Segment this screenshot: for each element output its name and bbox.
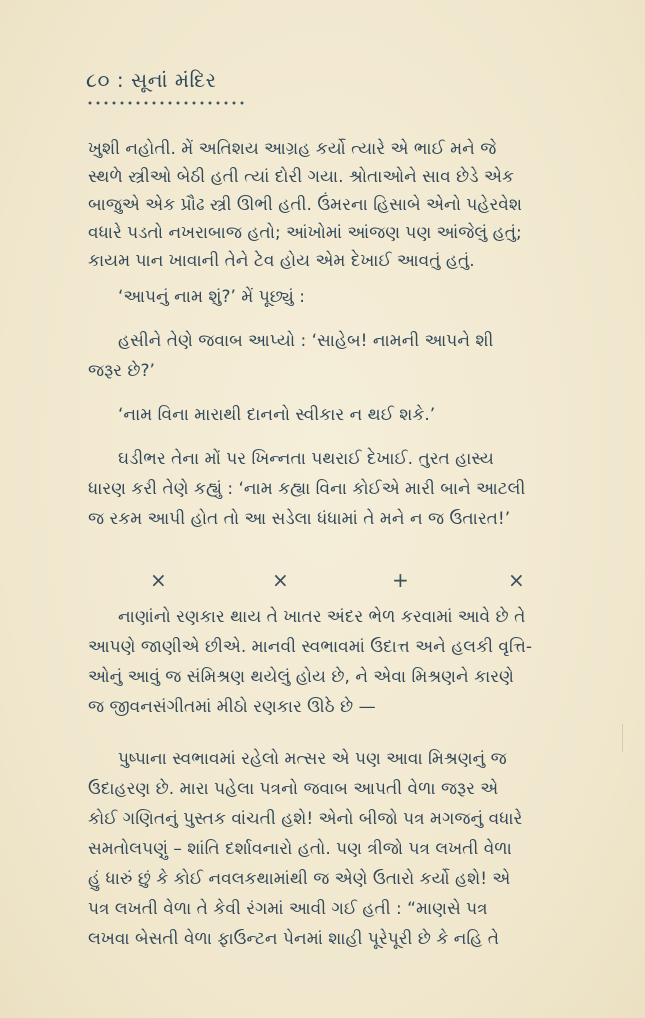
text-line: હું ધારું છું કે કોઈ નવલકથામાંથી જ એણે ઉતારો કર્યો હશે! એ	[88, 869, 511, 889]
text-line: સ્થળે સ્ત્રીઓ બેઠી હતી ત્યાં દોરી ગયા. શ્રોતાઓને સાવ છેડે એક	[88, 167, 514, 187]
text-line: જ જીવનસંગીતમાં મીઠો રણકાર ઊઠે છે —	[88, 697, 376, 717]
header-separator: :	[110, 68, 131, 92]
text-line: બાજુએ એક પ્રૌઢ સ્ત્રી ઊભી હતી. ઉંમરના હિસાબે એનો પહેરવેશ	[88, 195, 522, 215]
running-header	[86, 68, 217, 92]
separator-symbol: ×	[272, 568, 289, 592]
text-line: સમતોલપણું – શાંતિ દર્શાવનારો હતો. પણ ત્રીજો પત્ર લખતી વેળા	[88, 839, 512, 859]
page-number: ૮૦	[86, 68, 111, 92]
text-line: ‘આપનું નામ શું?’ મેં પૂછ્યું :	[118, 287, 305, 307]
text-line: કાયમ પાન ખાવાની તેને ટેવ હોય એમ દેખાઈ આવતું હતું.	[88, 251, 475, 271]
text-line: જરૂર છે?’	[88, 361, 155, 381]
text-line: ઉદાહરણ છે. મારા પહેલા પત્રનો જવાબ આપતી વેળા જરૂર એ	[88, 779, 499, 799]
header-dotted-rule	[86, 101, 246, 105]
text-line: કોઈ ગણિતનું પુસ્તક વાંચતી હશે! એનો બીજો પત્ર મગજનું વધારે	[88, 809, 523, 829]
text-line: નાણાંનો રણકાર થાય તે ખાતર અંદર ભેળ કરવામાં આવે છે તે	[118, 607, 526, 627]
text-line: જ રકમ આપી હોત તો આ સડેલા ધંધામાં તે મને ન જ ઉતારત!’	[88, 509, 511, 529]
text-line: ઓનું આવું જ સંમિશ્રણ થયેલું હોય છે, ને એવા મિશ્રણને કારણે	[88, 667, 514, 687]
text-line: વધારે પડતો નખરાબાજ હતો; આંખોમાં આંજણ પણ આંજેલું હતું;	[88, 223, 522, 243]
text-line: આપણે જાણીએ છીએ. માનવી સ્વભાવમાં ઉદાત્ત અને હલકી વૃત્તિ-	[88, 637, 532, 657]
page-edge-mark	[622, 724, 623, 752]
chapter-title: સૂનાં મંદિર	[131, 68, 217, 92]
text-line: પુષ્પાના સ્વભાવમાં રહેલો મત્સર એ પણ આવા મિશ્રણનું જ	[118, 749, 507, 769]
separator-symbol: ×	[150, 568, 167, 592]
text-line: ‘નામ વિના મારાથી દાનનો સ્વીકાર ન થઈ શકે.’	[118, 405, 436, 425]
text-line: પત્ર લખતી વેળા તે કેવી રંગમાં આવી ગઈ હતી : “માણસે પત્ર	[88, 899, 488, 919]
text-line: ખુશી નહોતી. મેં અતિશય આગ્રહ કર્યો ત્યારે એ ભાઈ મને જે	[88, 139, 497, 159]
separator-symbol: +	[392, 568, 409, 592]
text-line: ધારણ કરી તેણે કહ્યું : ‘નામ કહ્યા વિના કોઈએ મારી બાને આટલી	[88, 479, 526, 499]
text-line: લખવા બેસતી વેળા ફાઉન્ટન પેનમાં શાહી પૂરેપૂરી છે કે નહિ તે	[88, 929, 500, 949]
text-line: હસીને તેણે જવાબ આપ્યો : ‘સાહેબ! નામની આપને શી	[118, 331, 494, 351]
separator-symbol: ×	[508, 568, 525, 592]
text-line: ઘડીભર તેના મોં પર ખિન્નતા પથરાઈ દેખાઈ. તુરત હાસ્ય	[118, 449, 494, 469]
